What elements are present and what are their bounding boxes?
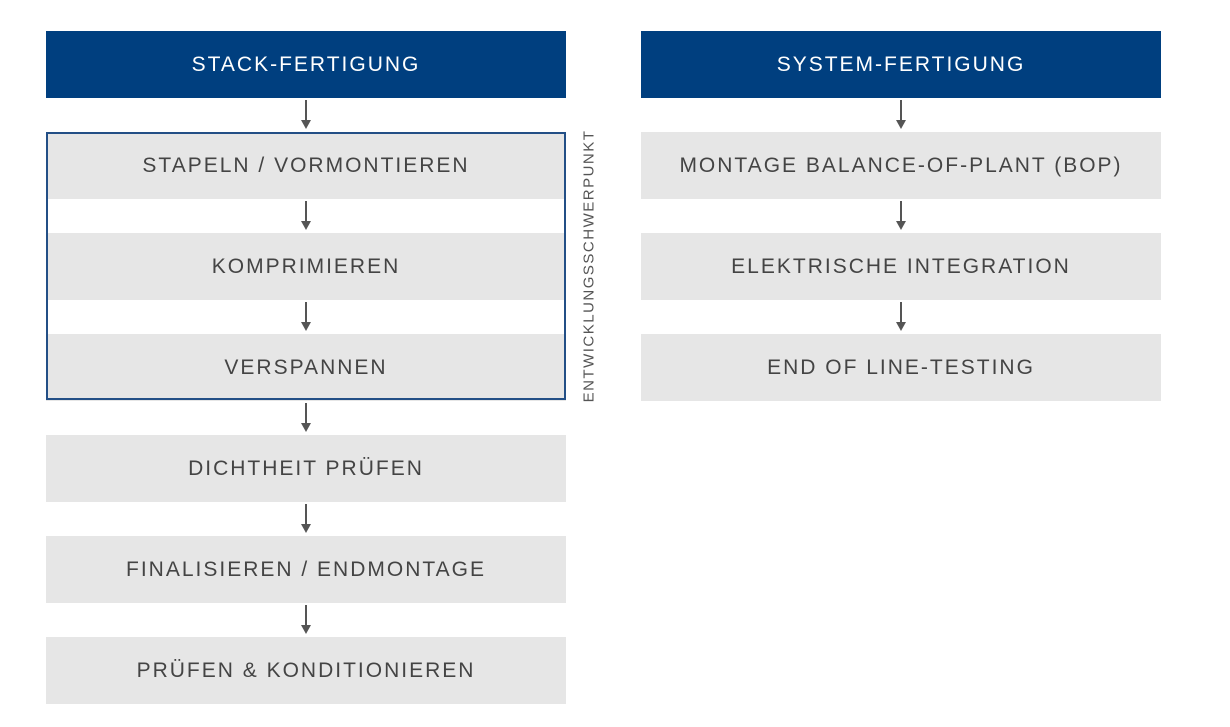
step-elektrische-integration: ELEKTRISCHE INTEGRATION bbox=[641, 233, 1161, 300]
system-fertigung-header: SYSTEM-FERTIGUNG bbox=[641, 31, 1161, 98]
arrow-down-icon bbox=[300, 302, 312, 332]
step-stapeln-vormontieren: STAPELN / VORMONTIEREN bbox=[46, 132, 566, 199]
arrow-down-icon bbox=[300, 504, 312, 534]
arrow-down-icon bbox=[895, 302, 907, 332]
step-end-of-line-testing: END OF LINE-TESTING bbox=[641, 334, 1161, 401]
arrow-down-icon bbox=[300, 201, 312, 231]
step-dichtheit-pruefen: DICHTHEIT PRÜFEN bbox=[46, 435, 566, 502]
arrow-down-icon bbox=[300, 403, 312, 433]
arrow-down-icon bbox=[895, 100, 907, 130]
step-pruefen-konditionieren: PRÜFEN & KONDITIONIEREN bbox=[46, 637, 566, 704]
arrow-down-icon bbox=[300, 100, 312, 130]
step-montage-bop: MONTAGE BALANCE-OF-PLANT (BOP) bbox=[641, 132, 1161, 199]
step-verspannen: VERSPANNEN bbox=[46, 334, 566, 401]
arrow-down-icon bbox=[895, 201, 907, 231]
arrow-down-icon bbox=[300, 605, 312, 635]
stack-fertigung-header: STACK-FERTIGUNG bbox=[46, 31, 566, 98]
step-finalisieren-endmontage: FINALISIEREN / ENDMONTAGE bbox=[46, 536, 566, 603]
step-komprimieren: KOMPRIMIEREN bbox=[46, 233, 566, 300]
development-focus-label: ENTWICKLUNGSSCHWERPUNKT bbox=[580, 129, 598, 403]
